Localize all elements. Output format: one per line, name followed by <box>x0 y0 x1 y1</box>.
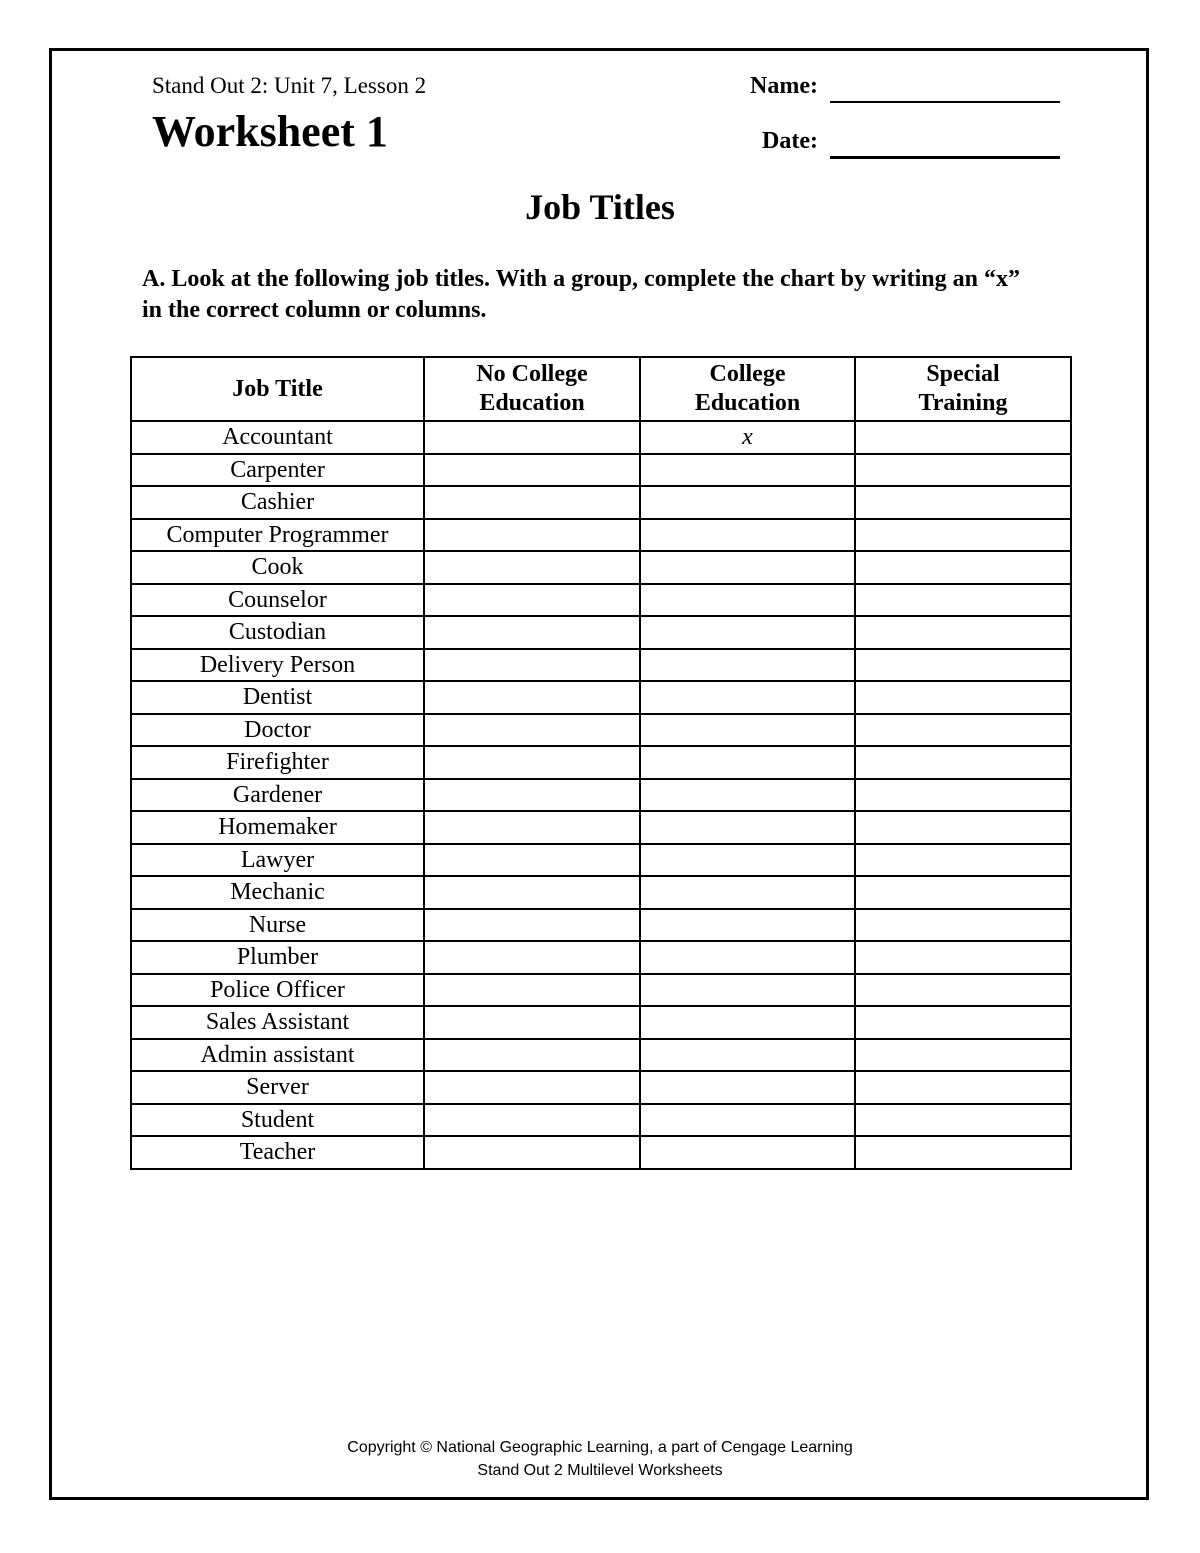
job-title-cell: Cashier <box>131 486 424 519</box>
column-header-college <box>640 357 855 421</box>
job-title-cell: Doctor <box>131 714 424 747</box>
special-training-cell[interactable] <box>855 941 1071 974</box>
special-training-cell[interactable] <box>855 519 1071 552</box>
table-row <box>131 486 1071 519</box>
job-title-cell: Admin assistant <box>131 1039 424 1072</box>
no-college-cell[interactable] <box>424 616 640 649</box>
special-training-cell[interactable] <box>855 844 1071 877</box>
no-college-cell[interactable] <box>424 454 640 487</box>
special-training-cell[interactable] <box>855 1104 1071 1137</box>
no-college-cell[interactable] <box>424 844 640 877</box>
job-title-cell: Computer Programmer <box>131 519 424 552</box>
instruction-text: A. Look at the following job titles. With a group, complete the chart by writing an “x” in the correct column or columns. <box>142 266 1021 323</box>
job-title-cell: Accountant <box>131 421 424 454</box>
name-field[interactable] <box>830 101 1060 103</box>
job-title-cell: Dentist <box>131 681 424 714</box>
special-training-cell[interactable] <box>855 649 1071 682</box>
table-header-row <box>131 357 1071 421</box>
no-college-cell[interactable] <box>424 941 640 974</box>
college-cell[interactable] <box>640 941 855 974</box>
table-row <box>131 681 1071 714</box>
table-body <box>131 421 1071 1169</box>
table-row <box>131 941 1071 974</box>
lesson-subtitle: Stand Out 2: Unit 7, Lesson 2 <box>152 73 427 98</box>
table-row <box>131 779 1071 812</box>
table-row <box>131 1136 1071 1169</box>
job-title-cell: Police Officer <box>131 974 424 1007</box>
job-titles-table <box>130 356 1072 1170</box>
college-cell[interactable] <box>640 551 855 584</box>
job-title-cell: Sales Assistant <box>131 1006 424 1039</box>
college-cell[interactable] <box>640 714 855 747</box>
special-training-cell[interactable] <box>855 551 1071 584</box>
job-title-cell: Teacher <box>131 1136 424 1169</box>
table-row <box>131 1006 1071 1039</box>
no-college-cell[interactable] <box>424 649 640 682</box>
job-title-cell: Custodian <box>131 616 424 649</box>
table-row <box>131 1071 1071 1104</box>
special-training-cell[interactable] <box>855 1006 1071 1039</box>
table-row <box>131 421 1071 454</box>
no-college-cell[interactable] <box>424 1136 640 1169</box>
college-cell[interactable] <box>640 876 855 909</box>
no-college-cell[interactable] <box>424 519 640 552</box>
table-row <box>131 1039 1071 1072</box>
college-cell[interactable] <box>640 1136 855 1169</box>
college-cell[interactable] <box>640 844 855 877</box>
table-row <box>131 454 1071 487</box>
special-training-cell[interactable] <box>855 681 1071 714</box>
date-field[interactable] <box>830 156 1060 159</box>
no-college-cell[interactable] <box>424 486 640 519</box>
no-college-cell[interactable] <box>424 584 640 617</box>
college-cell[interactable]: x <box>640 421 855 454</box>
college-cell[interactable] <box>640 1039 855 1072</box>
job-title-cell: Server <box>131 1071 424 1104</box>
college-cell[interactable] <box>640 454 855 487</box>
college-cell[interactable] <box>640 1071 855 1104</box>
special-training-cell[interactable] <box>855 714 1071 747</box>
job-title-cell: Student <box>131 1104 424 1137</box>
table-row <box>131 876 1071 909</box>
table-row <box>131 616 1071 649</box>
college-cell[interactable] <box>640 779 855 812</box>
college-cell[interactable] <box>640 974 855 1007</box>
no-college-cell[interactable] <box>424 746 640 779</box>
special-training-cell[interactable] <box>855 1071 1071 1104</box>
table-row <box>131 1104 1071 1137</box>
college-cell[interactable] <box>640 649 855 682</box>
no-college-cell[interactable] <box>424 1039 640 1072</box>
book-title-text: Stand Out 2 Multilevel Worksheets <box>477 1462 723 1479</box>
special-training-cell[interactable] <box>855 616 1071 649</box>
special-training-cell[interactable] <box>855 909 1071 942</box>
no-college-cell[interactable] <box>424 779 640 812</box>
college-cell[interactable] <box>640 746 855 779</box>
table-row <box>131 584 1071 617</box>
college-cell[interactable] <box>640 1006 855 1039</box>
column-header-college-label: College Education <box>694 361 801 416</box>
college-cell[interactable] <box>640 681 855 714</box>
table-row <box>131 909 1071 942</box>
special-training-cell[interactable] <box>855 779 1071 812</box>
special-training-cell[interactable] <box>855 811 1071 844</box>
date-label: Date: <box>762 128 818 154</box>
table-row <box>131 811 1071 844</box>
table-row <box>131 649 1071 682</box>
column-header-special-training <box>855 357 1071 421</box>
no-college-cell[interactable] <box>424 974 640 1007</box>
table-row <box>131 714 1071 747</box>
special-training-cell[interactable] <box>855 1136 1071 1169</box>
column-header-job-title: Job Title <box>131 357 424 421</box>
column-header-special-training-label: Special Training <box>918 361 1008 416</box>
job-title-cell: Mechanic <box>131 876 424 909</box>
special-training-cell[interactable] <box>855 974 1071 1007</box>
no-college-cell[interactable] <box>424 1071 640 1104</box>
worksheet-title: Worksheet 1 <box>152 107 388 156</box>
college-cell[interactable] <box>640 616 855 649</box>
no-college-cell[interactable] <box>424 551 640 584</box>
table-row <box>131 519 1071 552</box>
special-training-cell[interactable] <box>855 1039 1071 1072</box>
special-training-cell[interactable] <box>855 876 1071 909</box>
name-label: Name: <box>750 73 818 99</box>
no-college-cell[interactable] <box>424 1104 640 1137</box>
table-row <box>131 551 1071 584</box>
college-cell[interactable] <box>640 909 855 942</box>
job-title-cell: Counselor <box>131 584 424 617</box>
copyright-text: Copyright © National Geographic Learning, a part of Cengage Learning <box>347 1439 853 1456</box>
job-title-cell: Homemaker <box>131 811 424 844</box>
special-training-cell[interactable] <box>855 486 1071 519</box>
no-college-cell[interactable] <box>424 811 640 844</box>
table-row <box>131 844 1071 877</box>
table-row <box>131 746 1071 779</box>
college-cell[interactable] <box>640 519 855 552</box>
job-title-cell: Nurse <box>131 909 424 942</box>
job-title-cell: Plumber <box>131 941 424 974</box>
no-college-cell[interactable] <box>424 909 640 942</box>
table-row <box>131 974 1071 1007</box>
job-title-cell: Cook <box>131 551 424 584</box>
no-college-cell[interactable] <box>424 681 640 714</box>
job-title-cell: Lawyer <box>131 844 424 877</box>
job-title-cell: Delivery Person <box>131 649 424 682</box>
page-title: Job Titles <box>525 187 675 227</box>
job-title-cell: Firefighter <box>131 746 424 779</box>
job-title-cell: Carpenter <box>131 454 424 487</box>
no-college-cell[interactable] <box>424 421 640 454</box>
college-cell[interactable] <box>640 486 855 519</box>
no-college-cell[interactable] <box>424 876 640 909</box>
special-training-cell[interactable] <box>855 421 1071 454</box>
job-title-cell: Gardener <box>131 779 424 812</box>
special-training-cell[interactable] <box>855 584 1071 617</box>
no-college-cell[interactable] <box>424 714 640 747</box>
no-college-cell[interactable] <box>424 1006 640 1039</box>
college-cell[interactable] <box>640 584 855 617</box>
special-training-cell[interactable] <box>855 746 1071 779</box>
column-header-no-college-label: No College Education <box>476 361 588 416</box>
college-cell[interactable] <box>640 811 855 844</box>
special-training-cell[interactable] <box>855 454 1071 487</box>
column-header-no-college <box>424 357 640 421</box>
college-cell[interactable] <box>640 1104 855 1137</box>
